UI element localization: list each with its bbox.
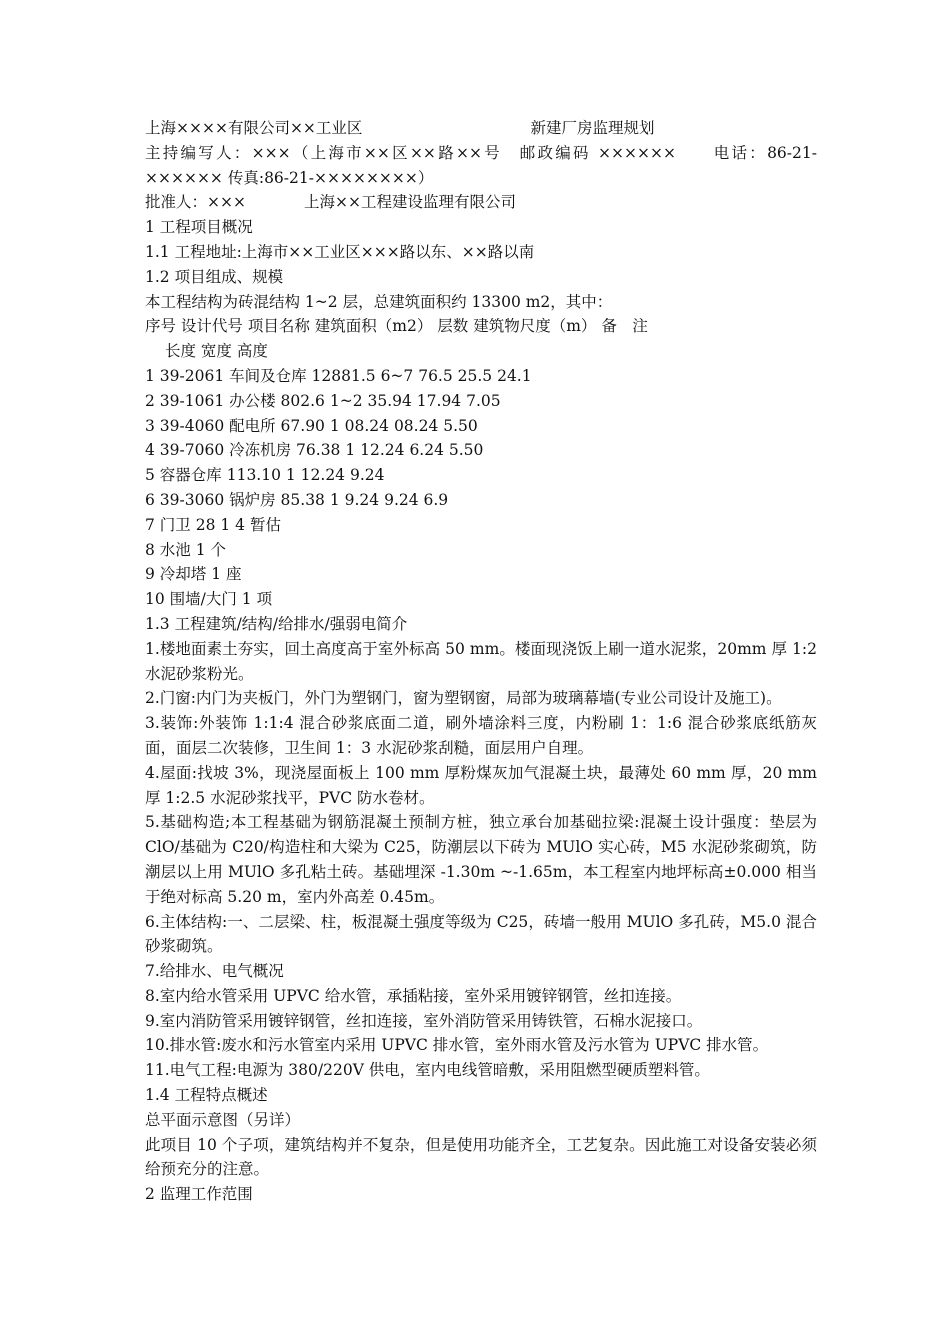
section-heading: 1 工程项目概况 — [145, 218, 253, 237]
paragraph: 4.屋面:找坡 3%，现浇屋面板上 100 mm 厚粉煤灰加气混凝土块，最薄处 60 mm 厚，20 mm 厚 1:2.5 水泥砂浆找平，PVC 防水卷材。 — [145, 763, 817, 807]
paragraph: 6.主体结构:一、二层梁、柱，板混凝土强度等级为 C25，砖墙一般用 MUlO 多孔砖，M5.0 混合砂浆砌筑。 — [145, 912, 817, 956]
document-title: 新建厂房监理规划 — [530, 119, 655, 137]
approver-label: 批准人：××× — [145, 193, 246, 212]
paragraph: 1.楼地面素土夯实，回土高度高于室外标高 50 mm。楼面现浇饭上刷一道水泥浆，20mm 厚 1:2 水泥砂浆粉光。 — [145, 639, 817, 683]
table-subheader: 长度 宽度 高度 — [165, 342, 268, 361]
document-header — [145, 116, 817, 141]
table-row: 9 冷却塔 1 座 — [145, 565, 242, 584]
paragraph: 7.给排水、电气概况 — [145, 962, 284, 981]
paragraph: 1.1 工程地址:上海市××工业区×××路以东、××路以南 — [145, 242, 535, 261]
paragraph: 5.基础构造;本工程基础为钢筋混凝土预制方桩，独立承台加基础拉梁:混凝土设计强度：垫层为 ClO/基础为 C20/构造柱和大梁为 C25，防潮层以下砖为 MUlO 实心砖，M5 水泥砂浆砌筑，防潮层以上用 MUlO 多孔粘土砖。基础埋深 -1.30m ~-1.65m，本工程室内地坪标高±0.000 相当于绝对标高 5.20 m，室内外高差 0.45m。 — [145, 813, 817, 906]
paragraph: 10.排水管:废水和污水管室内采用 UPVC 排水管，室外雨水管及污水管为 UPVC 排水管。 — [145, 1036, 769, 1055]
table-row: 10 围墙/大门 1 项 — [145, 590, 273, 609]
section-heading: 1.4 工程特点概述 — [145, 1086, 268, 1105]
table-header: 序号 设计代号 项目名称 建筑面积（m2） 层数 建筑物尺度（m） 备 注 — [145, 317, 648, 336]
paragraph: 此项目 10 个子项，建筑结构并不复杂，但是使用功能齐全，工艺复杂。因此施工对设备安装必须给预充分的注意。 — [145, 1135, 817, 1179]
table-row: 5 容器仓库 113.10 1 12.24 9.24 — [145, 466, 385, 485]
header-company: 上海××××有限公司××工业区 — [145, 119, 363, 137]
paragraph: 3.装饰:外装饰 1:1:4 混合砂浆底面二道，刷外墙涂料三度，内粉刷 1：1:6 混合砂浆底纸筋灰面，面层二次装修，卫生间 1：3 水泥砂浆刮糙，面层用户自理。 — [145, 714, 817, 757]
paragraph: 8.室内给水管采用 UPVC 给水管，承插粘接，室外采用镀锌钢管，丝扣连接。 — [145, 986, 682, 1005]
paragraph: 本工程结构为砖混结构 1~2 层，总建筑面积约 13300 m2，其中： — [145, 292, 613, 311]
section-heading: 1.3 工程建筑/结构/给排水/强弱电简介 — [145, 614, 408, 633]
table-row: 7 门卫 28 1 4 暂估 — [145, 515, 281, 534]
table-row: 2 39-1061 办公楼 802.6 1~2 35.94 17.94 7.05 — [145, 391, 501, 410]
approver-line — [145, 190, 817, 215]
section-heading: 2 监理工作范围 — [145, 1185, 253, 1204]
paragraph: 2.门窗:内门为夹板门，外门为塑钢门，窗为塑钢窗，局部为玻璃幕墙(专业公司设计及施工)。 — [145, 689, 782, 708]
table-row: 6 39-3060 锅炉房 85.38 1 9.24 9.24 6.9 — [145, 490, 449, 509]
approver-org: 上海××工程建设监理有限公司 — [303, 193, 516, 212]
paragraph: 9.室内消防管采用镀锌钢管，丝扣连接，室外消防管采用铸铁管，石棉水泥接口。 — [145, 1011, 703, 1030]
table-row: 1 39-2061 车间及仓库 12881.5 6~7 76.5 25.5 24.1 — [145, 366, 532, 385]
table-row: 3 39-4060 配电所 67.90 1 08.24 08.24 5.50 — [145, 416, 478, 435]
table-row: 8 水池 1 个 — [145, 540, 227, 559]
table-row: 4 39-7060 冷冻机房 76.38 1 12.24 6.24 5.50 — [145, 441, 484, 460]
author-contact-line: 主持编写人：×××（上海市××区××路××号 邮政编码 ×××××× 电话：86-21-×××××× 传真:86-21-××××××××） — [145, 143, 817, 187]
section-heading: 1.2 项目组成、规模 — [145, 267, 284, 286]
document-page — [145, 116, 817, 1207]
paragraph: 11.电气工程:电源为 380/220V 供电，室内电线管暗敷，采用阻燃型硬质塑料管。 — [145, 1061, 710, 1080]
paragraph: 总平面示意图（另详） — [145, 1110, 301, 1129]
